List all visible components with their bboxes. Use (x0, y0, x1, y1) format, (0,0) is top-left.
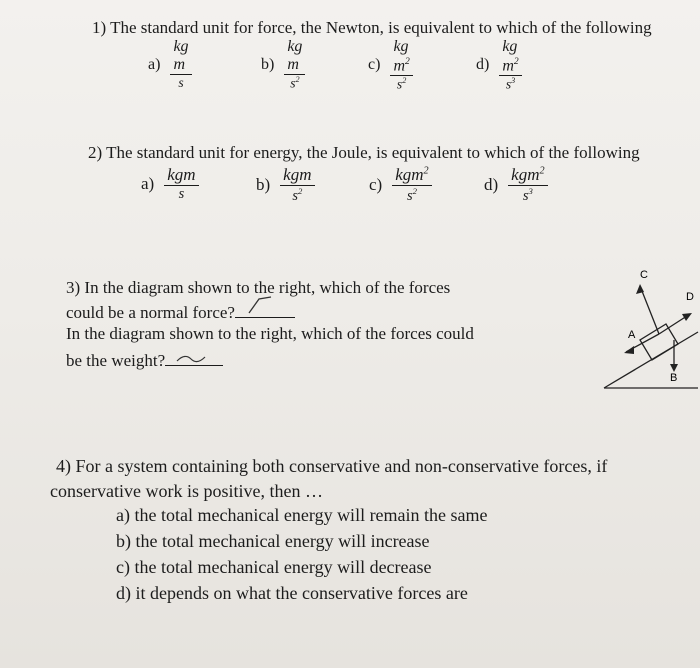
numerator: kg $m^2$ (499, 38, 521, 76)
denominator: $s^2$ (292, 186, 303, 204)
denominator: $s^3$ (505, 76, 516, 92)
q3-normal-force-question: could be a normal force? (66, 303, 235, 322)
arrowhead-d-icon (682, 313, 692, 321)
weight-answer-blank[interactable] (165, 347, 223, 366)
denominator: $s^2$ (396, 76, 407, 92)
arrowhead-b-icon (670, 364, 678, 372)
q3-line-3: In the diagram shown to the right, which of the forces could (66, 324, 474, 343)
fraction (280, 165, 314, 205)
denominator: $s^3$ (522, 186, 533, 204)
fraction (508, 165, 547, 205)
numerator: kgm (280, 165, 314, 186)
numerator: kgm$^2$ (508, 165, 547, 186)
label-c: C (640, 269, 648, 281)
denominator: $s^2$ (406, 186, 417, 204)
fraction (164, 165, 198, 203)
option-label: c) (369, 174, 383, 194)
option-label: b) (261, 55, 275, 73)
q2-option-c (369, 165, 432, 205)
fraction (284, 38, 305, 92)
q1-prompt: 1) The standard unit for force, the Newton, is equivalent to which of the following (92, 18, 652, 37)
denominator: $s^2$ (290, 75, 300, 91)
q2-prompt: 2) The standard unit for energy, the Joule, is equivalent to which of the following (88, 143, 640, 162)
denominator: s (178, 75, 184, 90)
q1-option-c (368, 38, 413, 93)
fraction (392, 165, 431, 205)
q3-line-2 (66, 299, 295, 324)
fraction (390, 38, 412, 93)
q4-choice-b: b) the total mechanical energy will increase (116, 531, 430, 551)
option-label: b) (256, 174, 271, 194)
fraction (170, 38, 191, 91)
numerator: kg m (170, 38, 191, 75)
q4-choice-c: c) the total mechanical energy will decrease (116, 557, 432, 577)
q2-option-a (141, 165, 199, 203)
arrowhead-a-icon (624, 346, 634, 354)
ramp-incline (604, 332, 698, 388)
q3-weight-question: be the weight? (66, 351, 166, 370)
label-d: D (686, 291, 694, 303)
numerator: kg m (284, 38, 305, 75)
label-a: A (628, 329, 636, 341)
q4-choice-d: d) it depends on what the conservative forces are (116, 583, 468, 603)
q1-option-d (476, 38, 522, 93)
option-label: d) (484, 174, 499, 194)
q1-option-b (261, 38, 305, 92)
label-b: B (670, 372, 678, 384)
inclined-plane-diagram (600, 268, 700, 392)
numerator: kg $m^2$ (390, 38, 412, 76)
q1-option-a (148, 38, 192, 91)
numerator: kgm (164, 165, 198, 186)
force-arrow-c (640, 286, 659, 334)
numerator: kgm$^2$ (392, 165, 431, 186)
q2-option-d (484, 165, 548, 205)
fraction (499, 38, 521, 93)
q4-choice-a: a) the total mechanical energy will remain the same (116, 505, 488, 525)
q3-line-4 (66, 347, 223, 372)
option-label: a) (148, 55, 161, 73)
handwritten-mark-icon (173, 351, 223, 367)
option-label: a) (141, 174, 155, 193)
q4-line-1: 4) For a system containing both conservative and non-conservative forces, if (56, 456, 608, 476)
q4-line-2: conservative work is positive, then … (50, 481, 323, 501)
option-label: c) (368, 56, 381, 74)
handwritten-mark-icon (245, 293, 285, 315)
q2-option-b (256, 165, 315, 205)
normal-force-answer-blank[interactable] (235, 299, 295, 318)
q3-line-1: 3) In the diagram shown to the right, which of the forces (66, 278, 451, 297)
denominator: s (178, 186, 185, 202)
option-label: d) (476, 56, 490, 74)
